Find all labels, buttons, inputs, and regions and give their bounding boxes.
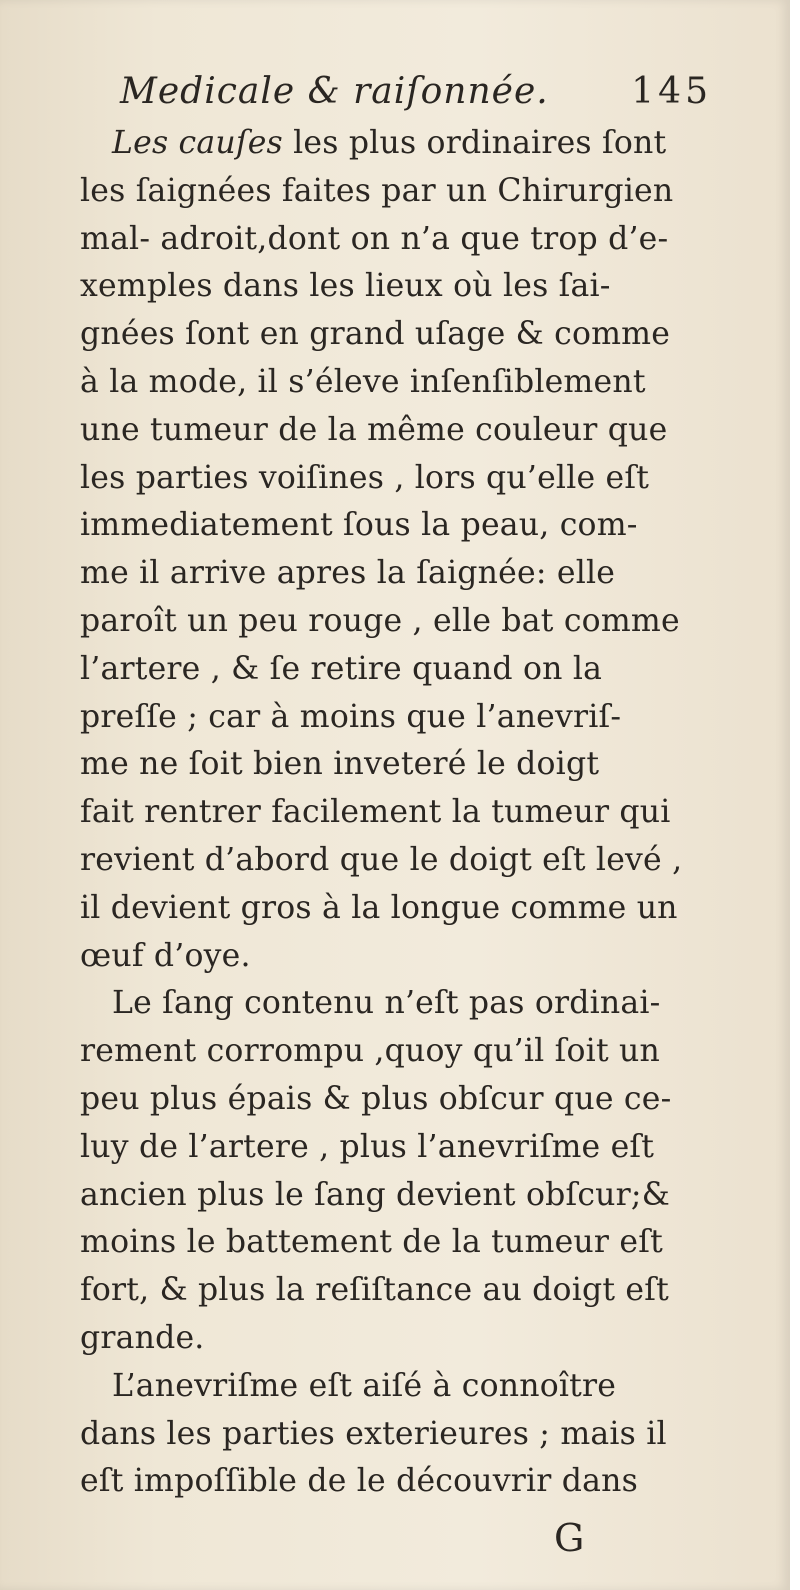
signature-mark: G — [554, 1516, 585, 1560]
paragraph-blood: Le ſang contenu n’eſt pas ordinai- rement corrompu ,quoy qu’il ſoit un peu plus épais & plus obſcur que ce- luy de l’artere , plus l’anevriſme eſt ancien plus le ſang devient obſcur;& moins le battement de la tumeur eſt fort, & plus la reſiſtance au doigt eſt grande. — [80, 985, 672, 1356]
page-number: 145 — [631, 71, 712, 112]
paragraph-lead-italic: Les cauſes — [112, 125, 283, 161]
page-header — [120, 62, 720, 122]
paragraph-diagnosis: L’anevriſme eſt aiſé à connoître dans les parties exterieures ; mais il eſt impoſſible de le découvrir dans — [80, 1367, 667, 1500]
paragraph-causes — [80, 120, 720, 980]
paragraph-text: les plus ordinaires ſont les ſaignées faites par un Chirurgien mal- adroit,dont on n’a que trop d’e- xemples dans les lieux où les ſai- gnées ſont en grand uſage & comme à la mode, il s’éleve inſenſiblement une tumeur de la même couleur que les parties voiſines , lors qu’elle eſt immediatement ſous la peau, com- me il arrive apres la ſaignée: elle paroît un peu rouge , elle bat comme l’artere , & ſe retire quand on la preſſe ; car à moins que l’anevriſ- me ne ſoit bien inveteré le doigt fait rentrer facilement la tumeur qui revient d’abord que le doigt eſt levé , il devient gros à la longue comme un œuf d’oye. — [80, 125, 683, 974]
running-head: Medicale & raiſonnée. — [120, 71, 549, 112]
page-body — [80, 120, 720, 1506]
